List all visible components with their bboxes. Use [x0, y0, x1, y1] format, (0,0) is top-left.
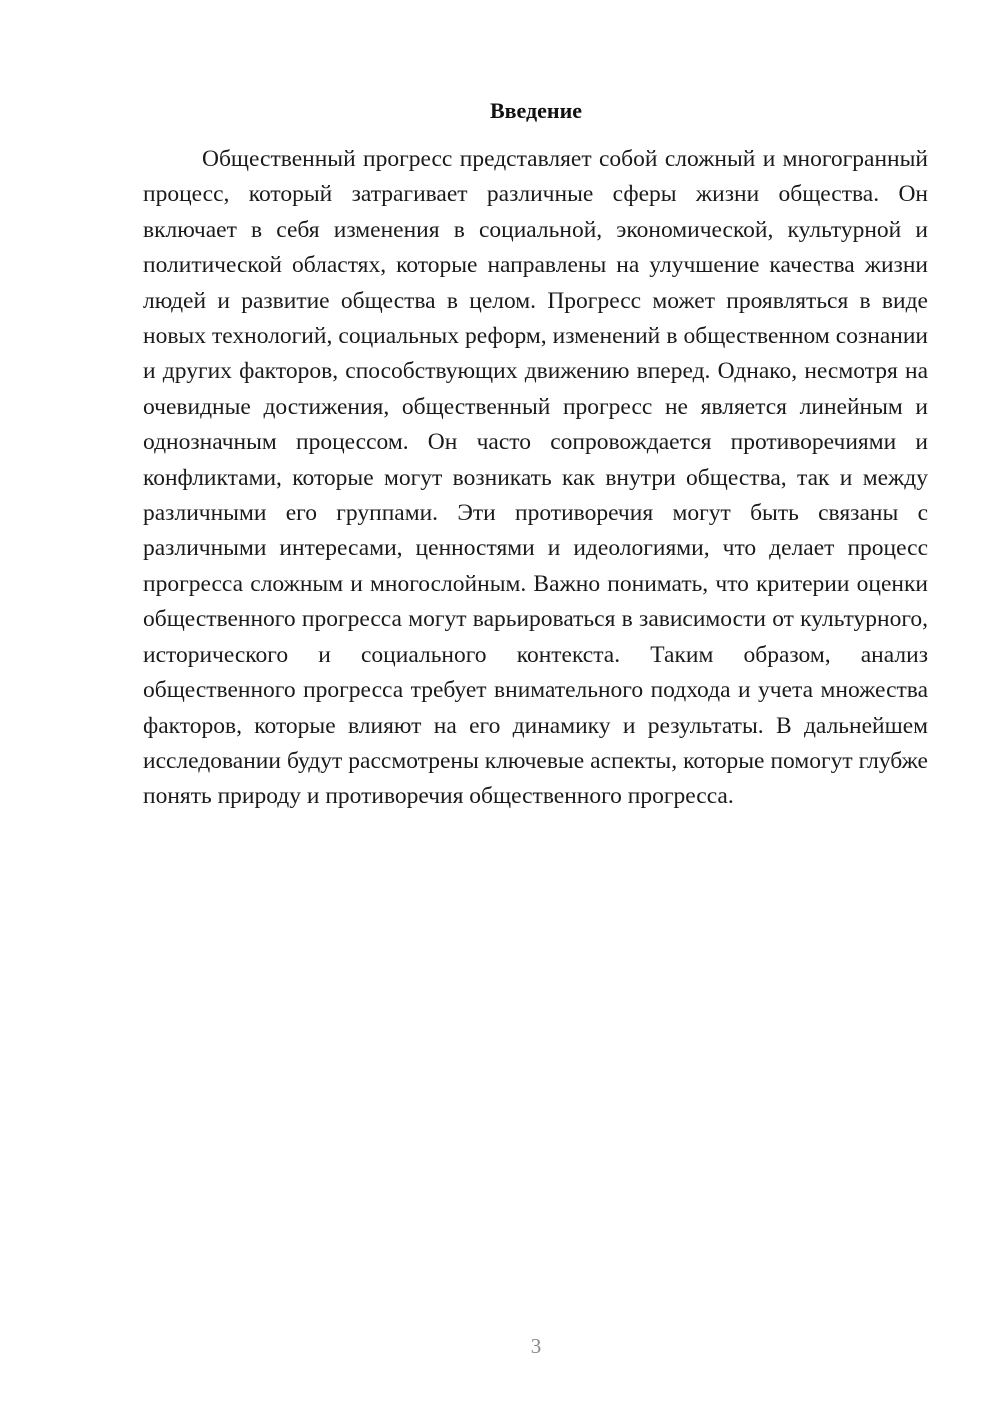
- section-title: Введение: [489, 98, 583, 123]
- page-number: 3: [530, 1334, 542, 1358]
- body-paragraph: Общественный прогресс представляет собой сложный и многогранный процесс, который затрагивает различные сферы жизни общества. Он включает в себя изменения в социальной, экономической, культурной и политической областях, которые направлены на улучшение качества жизни людей и развитие общества в целом. Прогресс может проявляться в виде новых технологий, социальных реформ, изменений в общественном сознании и других факторов, способствующих движению вперед. Однако, несмотря на очевидные достижения, общественный прогресс не является линейным и однозначным процессом. Он часто сопровождается противоречиями и конфликтами, которые могут возникать как внутри общества, так и между различными его группами. Эти противоречия могут быть связаны с различными интересами, ценностями и идеологиями, что делает процесс прогресса сложным и многослойным. Важно понимать, что критерии оценки общественного прогресса могут варьироваться в зависимости от культурного, исторического и социального контекста. Таким образом, анализ общественного прогресса требует внимательного подхода и учета множества факторов, которые влияют на его динамику и результаты. В дальнейшем исследовании будут рассмотрены ключевые аспекты, которые помогут глубже понять природу и противоречия общественного прогресса.: [143, 146, 928, 810]
